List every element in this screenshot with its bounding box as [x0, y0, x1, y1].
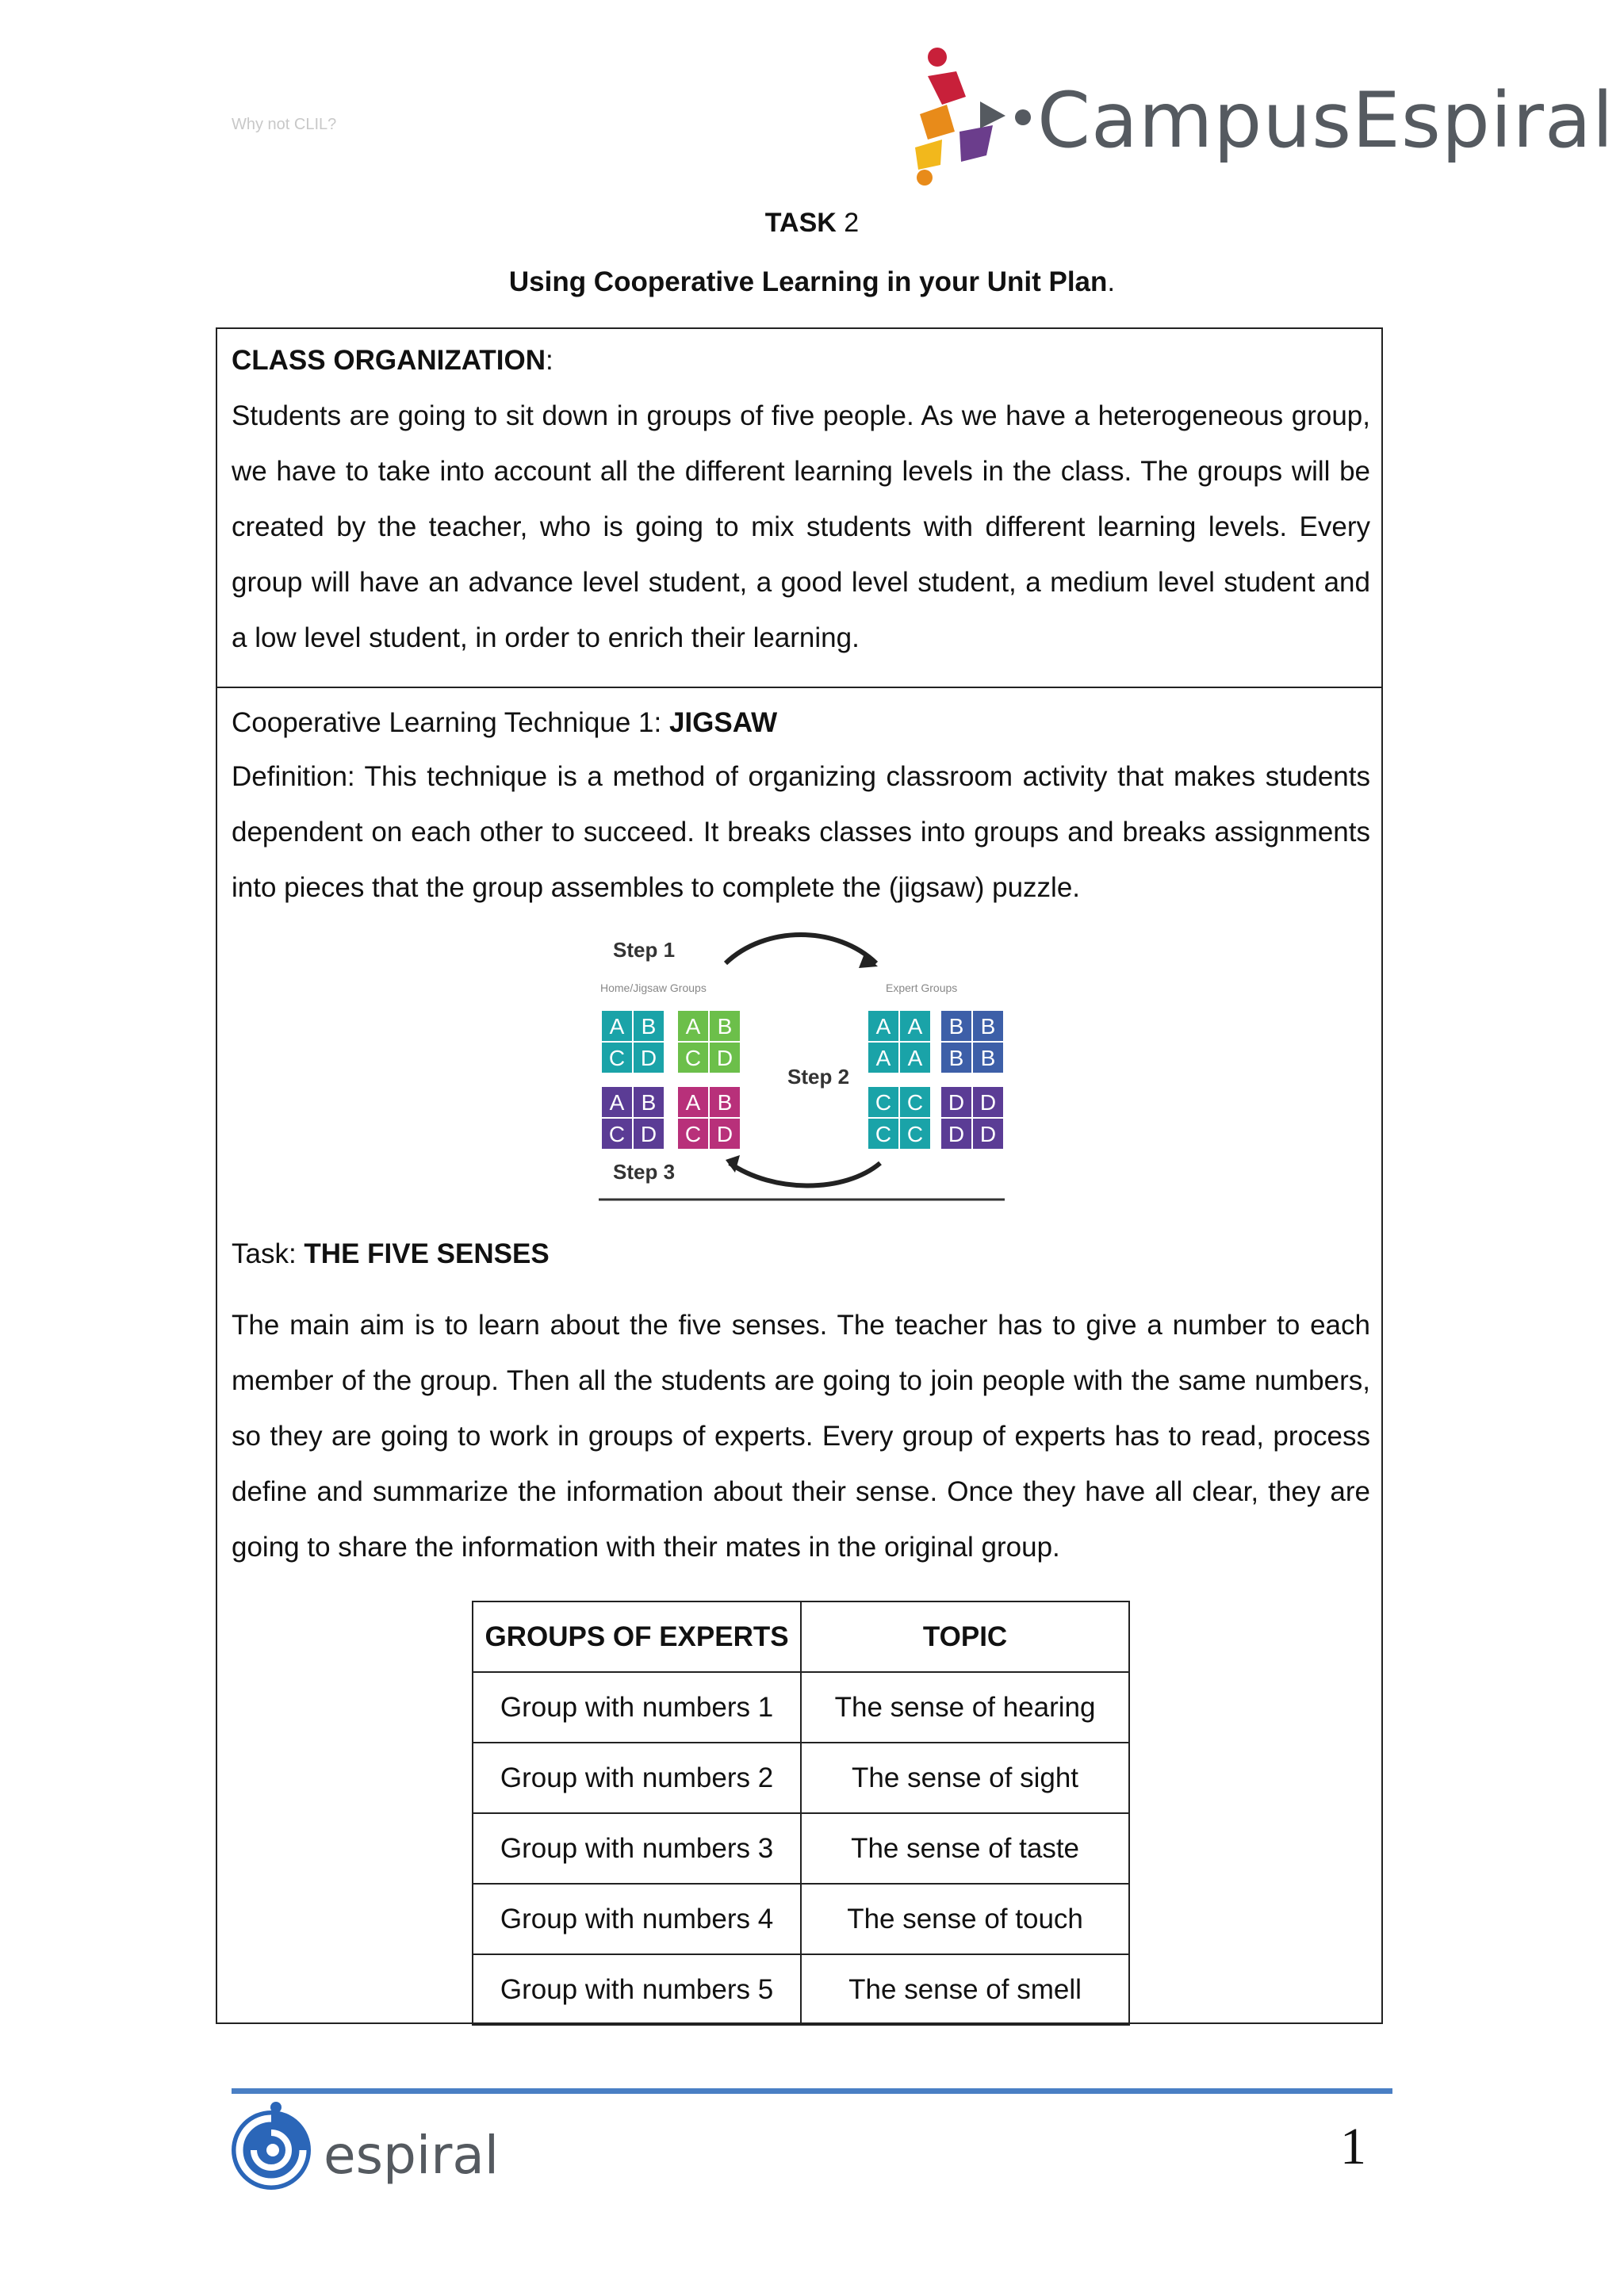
table-cell-group: Group with numbers 2 [473, 1743, 801, 1813]
class-organization-label: CLASS ORGANIZATION [232, 345, 546, 376]
diagram-cell-letter: A [685, 1090, 701, 1115]
table-cell-group: Group with numbers 5 [473, 1954, 801, 2025]
diagram-cell-letter: C [608, 1122, 626, 1146]
diagram-cell-letter: A [609, 1090, 625, 1115]
diagram-cell-letter: D [948, 1090, 965, 1115]
table-cell-topic: The sense of sight [801, 1743, 1129, 1813]
class-organization-text: Students are going to sit down in groups of five people. As we have a heterogeneous group, we have to take into account all the different learning levels in the class. The groups will be created by the teacher, who is going to mix students with different learning levels. Every group will have an advance level student, a good level student, a medium level student and a low level student, in order to enrich their learning. [232, 400, 1370, 653]
diagram-arrow-top [726, 935, 876, 963]
diagram-cell-letter: B [948, 1014, 964, 1039]
task-number: 2 [844, 208, 860, 238]
task-heading [232, 1226, 550, 1282]
table-cell-group: Group with numbers 1 [473, 1672, 801, 1743]
diagram-cell-letter: B [717, 1090, 733, 1115]
task-heading-label: Task: [232, 1238, 304, 1269]
brand-name: CampusEspiral [1037, 76, 1614, 165]
diagram-home-groups-label: Home/Jigsaw Groups [600, 982, 707, 994]
technique-definition: Definition: This technique is a method of organizing classroom activity that makes students dependent on each other to succeed. It breaks classes into groups and breaks assignments into pieces that the group assembles to complete the (jigsaw) puzzle. [232, 761, 1370, 903]
section-divider [216, 687, 1383, 688]
diagram-cell-letter: B [980, 1046, 996, 1070]
diagram-cell-letter: B [717, 1014, 733, 1039]
table-header-groups: GROUPS OF EXPERTS [473, 1601, 801, 1672]
diagram-cell-letter: D [948, 1122, 965, 1146]
page-number: 1 [1340, 2118, 1366, 2175]
diagram-cell-letter: B [948, 1046, 964, 1070]
document-subtitle [0, 266, 1624, 298]
diagram-cell-letter: B [641, 1090, 657, 1115]
diagram-cell-letter: A [685, 1014, 701, 1039]
diagram-cell-letter: D [716, 1122, 733, 1146]
diagram-cell-letter: C [875, 1090, 892, 1115]
subtitle-text: Using Cooperative Learning in your Unit Plan [508, 266, 1108, 297]
table-row [473, 1884, 1129, 1954]
diagram-step3-label: Step 3 [613, 1160, 676, 1184]
espiral-swirl-icon [230, 2101, 319, 2195]
table-cell-group: Group with numbers 3 [473, 1813, 801, 1884]
diagram-expert-groups-label: Expert Groups [886, 982, 958, 994]
campusespiral-logo [904, 46, 1614, 189]
diagram-arrow-bottom [730, 1163, 880, 1186]
table-header-row [473, 1601, 1129, 1672]
technique-name: JIGSAW [668, 707, 778, 738]
espiral-wordmark: espiral [324, 2125, 500, 2186]
diagram-cell-letter: C [608, 1046, 626, 1070]
diagram-cell-letter: D [979, 1122, 997, 1146]
footer-rule [232, 2088, 1392, 2094]
class-organization-heading [232, 333, 553, 388]
table-cell-topic: The sense of taste [801, 1813, 1129, 1884]
diagram-cell-letter: B [641, 1014, 657, 1039]
campusespiral-mark-icon [904, 46, 1039, 189]
diagram-cell-letter: D [979, 1090, 997, 1115]
diagram-cell-letter: A [907, 1014, 923, 1039]
technique-heading [232, 695, 777, 751]
diagram-cell-letter: D [640, 1046, 657, 1070]
table-header-topic: TOPIC [801, 1601, 1129, 1672]
diagram-cell-letter: A [875, 1014, 891, 1039]
diagram-cell-letter: A [609, 1014, 625, 1039]
table-row [473, 1954, 1129, 2025]
diagram-cell-letter: C [906, 1122, 924, 1146]
table-cell-topic: The sense of smell [801, 1954, 1129, 2025]
table-row [473, 1813, 1129, 1884]
diagram-cell-letter: A [907, 1046, 923, 1070]
diagram-cell-letter: B [980, 1014, 996, 1039]
table-cell-topic: The sense of touch [801, 1884, 1129, 1954]
diagram-step1-label: Step 1 [613, 938, 676, 962]
table-cell-group: Group with numbers 4 [473, 1884, 801, 1954]
task-description: The main aim is to learn about the five senses. The teacher has to give a number to each member of the group. Then all the students are going to join people with the same numbers, so they are going to work in groups of experts. Every group of experts has to read, process define and summarize the information about their sense. Once they have all clear, they are going to share the information with their mates in the original group. [232, 1310, 1370, 1563]
diagram-step2-label: Step 2 [787, 1065, 850, 1089]
diagram-cell-letter: C [684, 1122, 702, 1146]
class-organization-colon: : [546, 345, 553, 376]
task-label: TASK [764, 208, 837, 238]
diagram-cell-letter: A [875, 1046, 891, 1070]
table-row [473, 1672, 1129, 1743]
diagram-cell-letter: C [906, 1090, 924, 1115]
diagram-cell-letter: D [716, 1046, 733, 1070]
experts-table [472, 1601, 1130, 2026]
subtitle-period: . [1107, 266, 1116, 297]
diagram-cell-letter: D [640, 1122, 657, 1146]
header-note: Why not CLIL? [232, 116, 337, 133]
diagram-cell-letter: C [875, 1122, 892, 1146]
task-heading-name: THE FIVE SENSES [304, 1238, 550, 1269]
table-row [473, 1743, 1129, 1813]
table-cell-topic: The sense of hearing [801, 1672, 1129, 1743]
diagram-cell-letter: C [684, 1046, 702, 1070]
espiral-logo [230, 2101, 500, 2204]
jigsaw-diagram [599, 932, 1005, 1201]
task-title [0, 208, 1624, 239]
technique-label: Cooperative Learning Technique 1: [232, 707, 669, 738]
